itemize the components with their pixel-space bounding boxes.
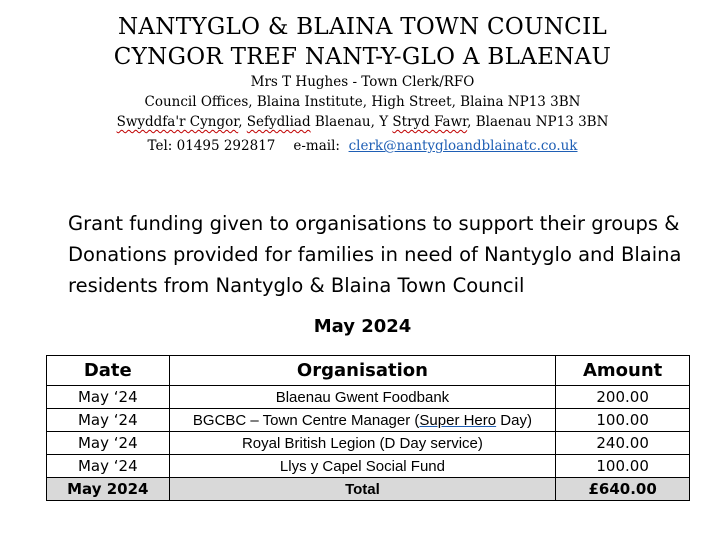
council-name-welsh: CYNGOR TREF NANT-Y-GLO A BLAENAU — [113, 44, 612, 70]
header-date: Date — [47, 356, 170, 386]
row-organisation: Blaenau Gwent Foodbank — [169, 386, 556, 409]
row-date: May ‘24 — [47, 386, 170, 409]
total-row — [47, 478, 690, 501]
address-welsh-part: Swyddfa'r Cyngor — [116, 114, 239, 130]
row-amount: 240.00 — [556, 432, 690, 455]
email-link[interactable]: clerk@nantygloandblainatc.co.uk — [348, 138, 578, 154]
email-label: e-mail: — [293, 138, 340, 154]
total-date: May 2024 — [47, 478, 170, 501]
telephone: Tel: 01495 292817 — [147, 138, 276, 154]
total-amount: £640.00 — [556, 478, 690, 501]
address-welsh-part: , — [238, 114, 247, 130]
table-row — [47, 455, 690, 478]
header-amount: Amount — [556, 356, 690, 386]
row-amount: 200.00 — [556, 386, 690, 409]
clerk-name: Mrs T Hughes - Town Clerk/RFO — [250, 74, 475, 90]
row-amount: 100.00 — [556, 455, 690, 478]
address-welsh-part: , Blaenau NP13 3BN — [467, 114, 609, 130]
table-row — [47, 386, 690, 409]
address-welsh-part: Sefydliad — [246, 114, 311, 130]
grants-table — [46, 355, 690, 501]
row-date: May ‘24 — [47, 409, 170, 432]
address-english: Council Offices, Blaina Institute, High Street, Blaina NP13 3BN — [144, 94, 581, 110]
council-name-english: NANTYGLO & BLAINA TOWN COUNCIL — [117, 14, 608, 40]
table-row — [47, 409, 690, 432]
table-header-row — [47, 356, 690, 386]
address-welsh-part: Blaenau, Y — [310, 114, 393, 130]
row-organisation: Royal British Legion (D Day service) — [169, 432, 556, 455]
organisation-text: BGCBC – Town Centre Manager ( — [192, 411, 420, 429]
row-amount: 100.00 — [556, 409, 690, 432]
table-row — [47, 432, 690, 455]
row-date: May ‘24 — [47, 455, 170, 478]
letterhead — [0, 12, 725, 156]
row-organisation — [169, 409, 556, 432]
total-label: Total — [169, 478, 556, 501]
intro-paragraph: Grant funding given to organisations to support their groups & Donations provided for families in need of Nantyglo and Blaina residents from Nantyglo & Blaina Town Council — [68, 212, 682, 297]
month-heading: May 2024 — [313, 316, 412, 337]
organisation-underlined-text: Super Hero — [419, 411, 497, 429]
contact-line — [0, 136, 725, 156]
header-organisation: Organisation — [169, 356, 556, 386]
address-welsh-part: Stryd Fawr — [392, 114, 468, 130]
row-organisation: Llys y Capel Social Fund — [169, 455, 556, 478]
address-welsh — [0, 112, 725, 132]
organisation-text: Day) — [496, 411, 532, 429]
row-date: May ‘24 — [47, 432, 170, 455]
